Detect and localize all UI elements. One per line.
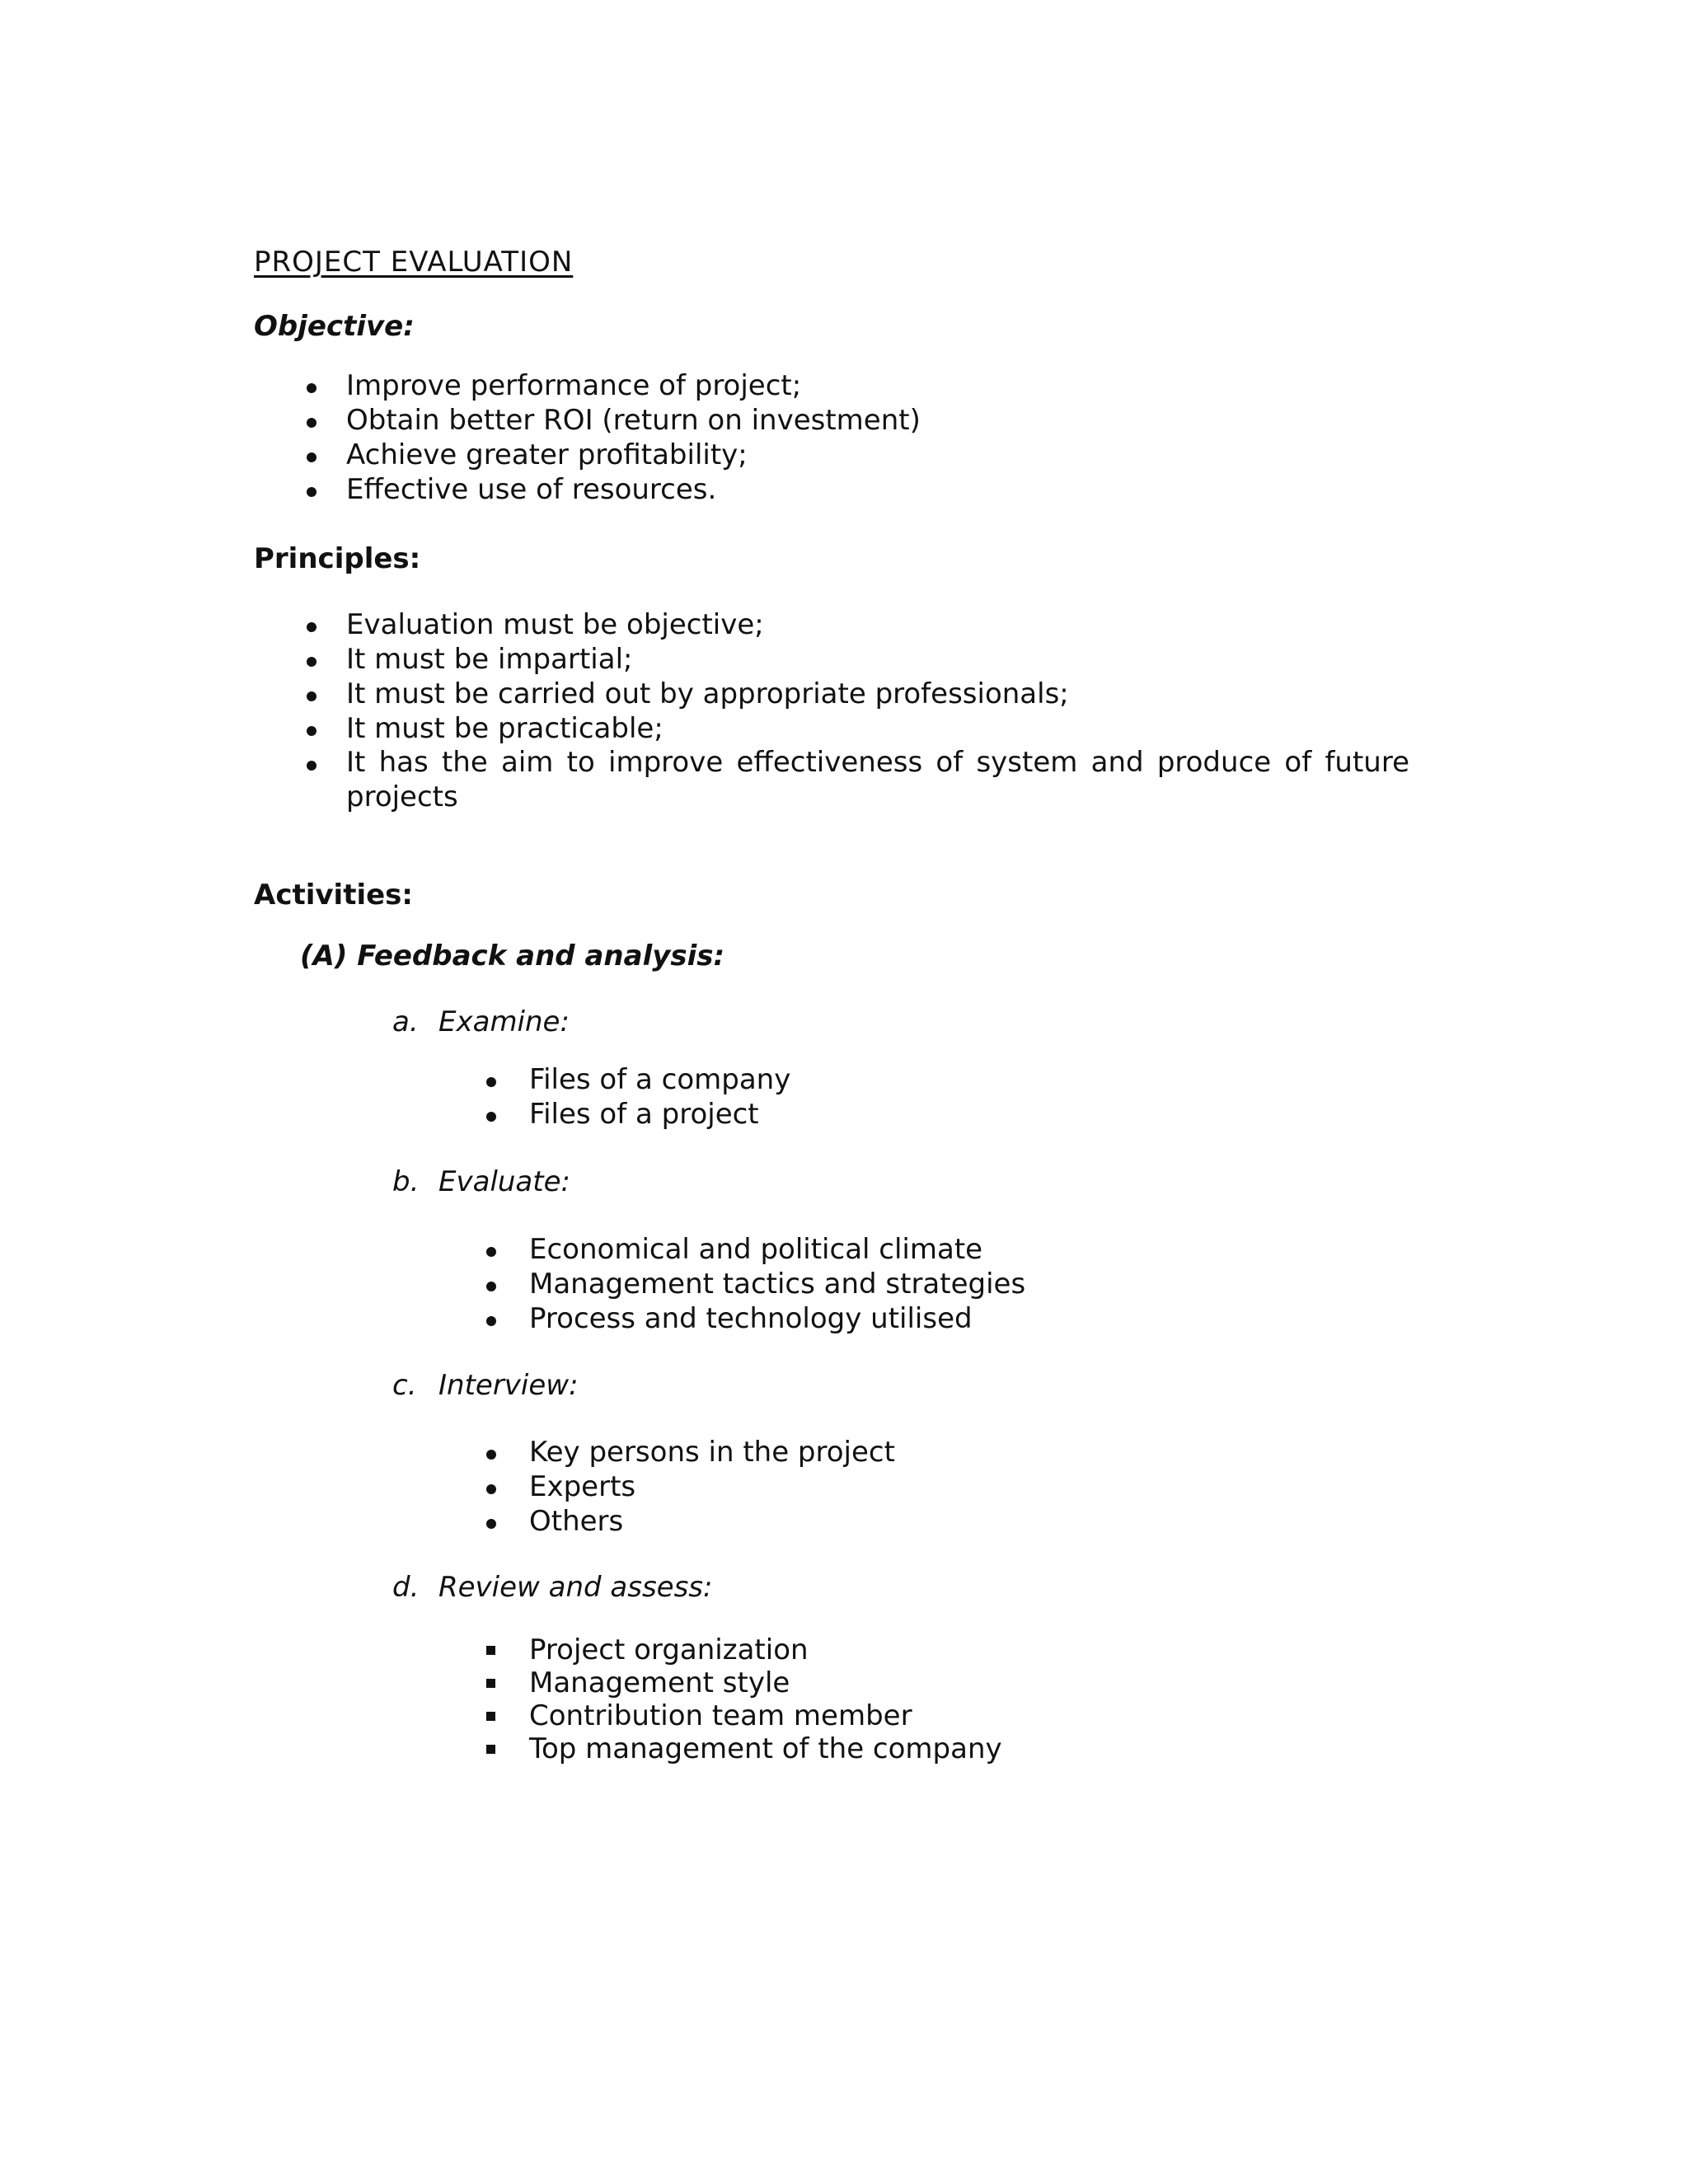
principles-item: It must be carried out by appropriate professionals; (346, 677, 1069, 710)
bullet-icon (307, 622, 316, 632)
bullet-icon (486, 1247, 496, 1257)
review-item: Top management of the company (529, 1732, 1002, 1765)
bullet-icon (486, 1316, 496, 1326)
objective-heading: Objective: (254, 310, 415, 343)
objective-item: Achieve greater profitability; (346, 438, 748, 471)
bullet-icon (307, 657, 316, 667)
principles-item: It must be practicable; (346, 712, 663, 745)
square-bullet-icon (486, 1646, 495, 1655)
examine-item: Files of a project (529, 1098, 759, 1131)
page-title: PROJECT EVALUATION (254, 246, 574, 279)
principles-item: It has the aim to improve effectiveness of system and produce of future projects (346, 746, 1409, 813)
interview-item: Experts (529, 1470, 636, 1503)
section-a-heading: (A) Feedback and analysis: (300, 940, 725, 972)
bullet-icon (307, 452, 316, 462)
bullet-icon (307, 726, 316, 736)
evaluate-item: Process and technology utilised (529, 1302, 973, 1335)
objective-item: Improve performance of project; (346, 369, 802, 402)
bullet-icon (307, 761, 316, 771)
objective-item: Obtain better ROI (return on investment) (346, 404, 921, 437)
bullet-icon (486, 1484, 496, 1494)
review-item: Project organization (529, 1633, 809, 1666)
bullet-icon (486, 1112, 496, 1122)
bullet-icon (486, 1282, 496, 1291)
sub-label-review: Review and assess: (438, 1571, 713, 1604)
review-item: Management style (529, 1666, 790, 1699)
evaluate-item: Management tactics and strategies (529, 1268, 1026, 1301)
bullet-icon (307, 487, 316, 497)
sub-label-examine: Examine: (438, 1005, 570, 1038)
principles-heading: Principles: (254, 542, 421, 575)
bullet-icon (486, 1077, 496, 1087)
sub-label-evaluate: Evaluate: (438, 1165, 570, 1198)
examine-item: Files of a company (529, 1063, 791, 1096)
sub-marker: c. (392, 1369, 417, 1402)
review-item: Contribution team member (529, 1699, 912, 1732)
bullet-icon (307, 691, 316, 701)
square-bullet-icon (486, 1745, 495, 1754)
sub-marker: d. (392, 1571, 420, 1604)
square-bullet-icon (486, 1712, 495, 1721)
bullet-icon (486, 1519, 496, 1529)
bullet-icon (307, 383, 316, 393)
sub-marker: b. (392, 1165, 420, 1198)
principles-item: It must be impartial; (346, 643, 633, 676)
interview-item: Others (529, 1505, 624, 1538)
interview-item: Key persons in the project (529, 1436, 895, 1469)
evaluate-item: Economical and political climate (529, 1233, 983, 1266)
bullet-icon (307, 418, 316, 428)
sub-marker: a. (392, 1005, 419, 1038)
sub-label-interview: Interview: (438, 1369, 579, 1402)
bullet-icon (486, 1450, 496, 1460)
square-bullet-icon (486, 1679, 495, 1688)
objective-item: Effective use of resources. (346, 473, 717, 506)
activities-heading: Activities: (254, 879, 413, 912)
principles-item: Evaluation must be objective; (346, 608, 764, 641)
